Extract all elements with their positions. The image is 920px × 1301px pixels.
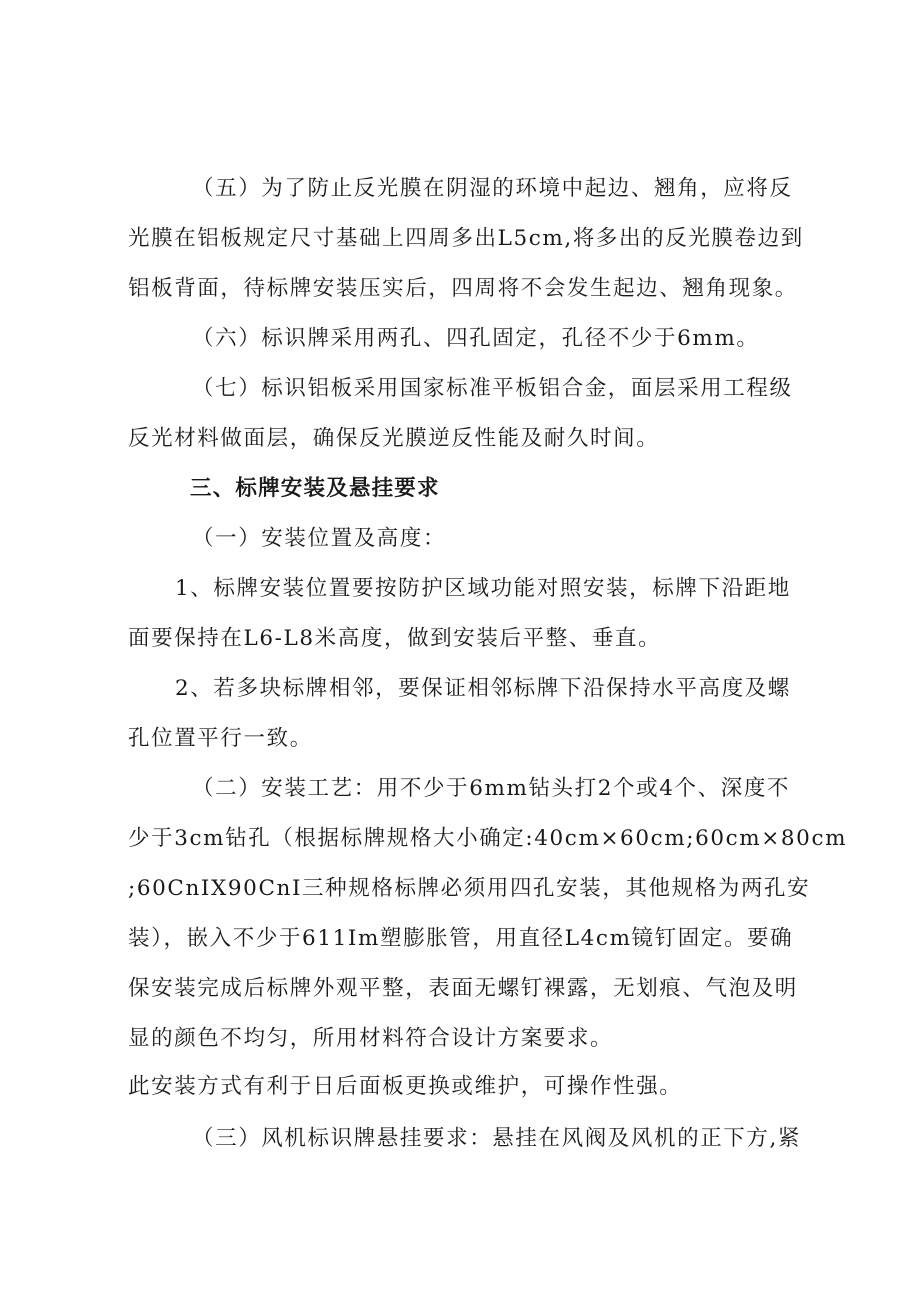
section-3-heading: 三、标牌安装及悬挂要求 [190,476,440,501]
subsection-2-line-5: 保安装完成后标牌外观平整，表面无螺钉裸露，无划痕、气泡及明 [128,976,798,1001]
item-2-line-1: 2、若多块标牌相邻，要保证相邻标牌下沿保持水平高度及螺 [175,676,791,701]
paragraph-5-line-2: 光膜在铝板规定尺寸基础上四周多出L5cm,将多出的反光膜卷边到 [128,226,804,251]
item-1-line-2: 面要保持在L6-L8米高度，做到安装后平整、垂直。 [128,626,662,651]
paragraph-7-line-2: 反光材料做面层，确保反光膜逆反性能及耐久时间。 [128,426,660,451]
subsection-2-line-6: 显的颜色不均匀，所用材料符合设计方案要求。 [128,1026,614,1051]
paragraph-7-line-1: （七）标识铝板采用国家标准平板铝合金，面层采用工程级 [192,376,793,401]
item-1-line-1: 1、标牌安装位置要按防护区域功能对照安装，标牌下沿距地 [175,576,791,601]
subsection-2-line-4: 装），嵌入不少于611Im塑膨胀管，用直径L4cm镜钉固定。要确 [128,926,794,951]
note-line: 此安装方式有利于日后面板更换或维护，可操作性强。 [128,1074,683,1099]
paragraph-5-line-1: （五）为了防止反光膜在阴湿的环境中起边、翘角，应将反 [192,176,793,201]
subsection-2-line-3: ;60CnIX90CnI三种规格标牌必须用四孔安装，其他规格为两孔安 [128,876,811,901]
subsection-1-title: （一）安装位置及高度： [192,526,447,551]
paragraph-6-line-1: （六）标识牌采用两孔、四孔固定，孔径不少于6mm。 [192,326,760,351]
item-2-line-2: 孔位置平行一致。 [128,726,313,751]
subsection-3-line-1: （三）风机标识牌悬挂要求：悬挂在风阀及风机的正下方,紧 [192,1126,802,1151]
subsection-2-line-2: 少于3cm钻孔（根据标牌规格大小确定:40cm×60cm;60cm×80cm [128,826,848,851]
paragraph-5-line-3: 铝板背面，待标牌安装压实后，四周将不会发生起边、翘角现象。 [128,276,798,301]
subsection-2-line-1: （二）安装工艺：用不少于6mm钻头打2个或4个、深度不 [192,776,791,801]
